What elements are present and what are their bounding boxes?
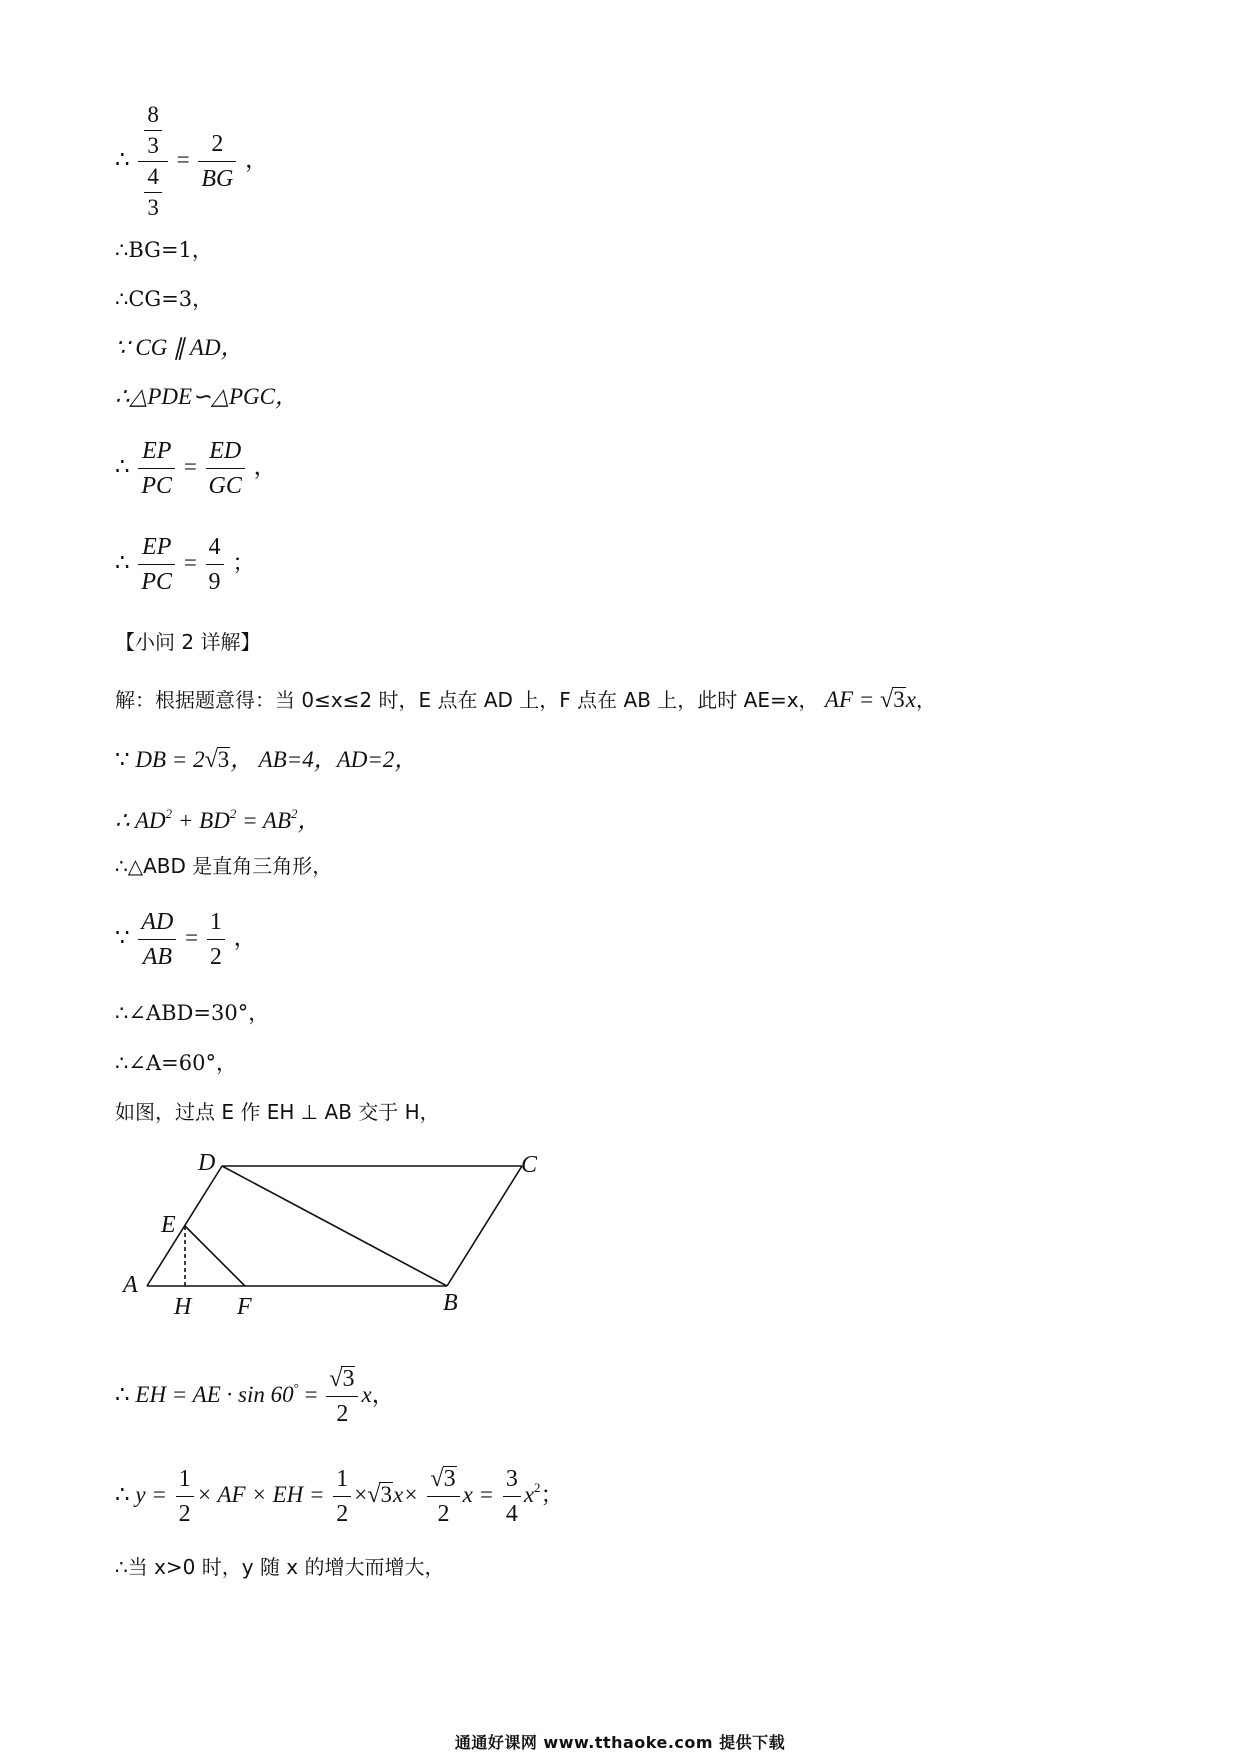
num: 4 [144, 162, 162, 193]
punct: ， [371, 1381, 395, 1407]
fraction-2-bg [198, 127, 236, 196]
den: 4 [505, 1501, 518, 1527]
bd: + BD [172, 808, 230, 833]
punct: ， [297, 808, 321, 833]
label-f: F [237, 1294, 252, 1320]
equals-sign: = [176, 146, 190, 172]
radicand: 3 [342, 1366, 355, 1392]
label-b: B [443, 1290, 458, 1316]
den: 2 [209, 944, 222, 970]
num: 2 [198, 127, 236, 162]
den: 3 [147, 133, 159, 158]
because-sign: ∵ [115, 924, 130, 950]
radicand: 3 [380, 1481, 392, 1507]
radicand: 3 [893, 687, 905, 712]
den: 2 [336, 1401, 349, 1427]
punct: ； [540, 1481, 564, 1507]
times: × [354, 1481, 368, 1507]
label-d: D [198, 1150, 216, 1176]
line-6 [115, 434, 277, 503]
degree: ° [293, 1379, 299, 1395]
den: AB [142, 944, 173, 970]
den: BG [201, 166, 234, 192]
var-x: x [361, 1381, 372, 1407]
segment-ef [185, 1226, 245, 1286]
line-12 [115, 905, 257, 974]
fraction-ep-pc [138, 530, 175, 599]
den: 9 [208, 569, 221, 595]
num: EP [138, 434, 175, 469]
nested-fraction [138, 100, 168, 223]
radicand: 3 [217, 747, 230, 772]
frac-8-3 [144, 100, 162, 161]
expr: EH = AE · sin 60 [135, 1381, 294, 1407]
fraction-4-9 [206, 530, 224, 599]
punct: ， [245, 146, 269, 172]
line-15: 如图，过点 E 作 EH ⊥ AB 交于 H， [115, 1100, 440, 1124]
therefore-sign: ∴ [115, 146, 130, 172]
tail: ， AB=4，AD=2， [230, 747, 418, 772]
num: AD [138, 905, 176, 940]
exp: 2 [534, 1479, 541, 1495]
ad: AD [134, 808, 166, 833]
fraction-1-2 [207, 905, 225, 974]
line-14: ∴∠A=60°， [115, 1051, 237, 1075]
den: 2 [178, 1501, 191, 1527]
var-x: x [905, 687, 916, 712]
equals-sign: = [183, 453, 197, 479]
therefore-sign: ∴ [115, 453, 130, 479]
radicand: 3 [443, 1466, 456, 1492]
label-c: C [521, 1152, 538, 1178]
section-heading: 【小问 2 详解】 [115, 630, 261, 654]
nested-denominator [138, 162, 168, 223]
num: 1 [207, 905, 225, 940]
line-3: ∴CG=3， [115, 287, 214, 311]
num [427, 1462, 459, 1497]
punct: ； [232, 549, 256, 575]
num: 8 [144, 100, 162, 131]
num: ED [206, 434, 245, 469]
num: 1 [176, 1462, 194, 1497]
line-18: ∴当 x>0 时，y 随 x 的增大而增大， [115, 1555, 445, 1579]
exp: 2 [291, 806, 298, 821]
fraction-sqrt3-2 [326, 1362, 358, 1431]
line-9 [115, 746, 417, 774]
equals-sign: = [185, 924, 199, 950]
punct: ， [233, 924, 257, 950]
because-sign: ∵ [115, 747, 136, 772]
db-expr: DB = 2 [135, 747, 205, 772]
line-8 [115, 686, 936, 714]
sqrt-sign: √ [329, 1366, 343, 1392]
den: PC [141, 569, 173, 595]
num: EP [138, 530, 175, 565]
mid: × AF × EH = [196, 1481, 331, 1507]
num: 1 [333, 1462, 351, 1497]
equals: = [298, 1381, 324, 1407]
line-13: ∴∠ABD=30°， [115, 1001, 270, 1025]
fraction-ad-ab [138, 905, 176, 974]
y-eq: y = [135, 1481, 173, 1507]
label-e: E [161, 1212, 176, 1238]
parallelogram-diagram [115, 1148, 555, 1328]
equals-sign: = [183, 549, 197, 575]
fraction-half-1 [176, 1462, 194, 1531]
den: 3 [147, 195, 159, 220]
fraction-3-4 [503, 1462, 521, 1531]
footer-credit: 通通好课网 www.tthaoke.com 提供下载 [454, 1733, 786, 1752]
punct: ， [253, 453, 277, 479]
ab: = AB [236, 808, 292, 833]
fraction-ed-gc [206, 434, 245, 503]
line-11: ∴△ABD 是直角三角形， [115, 854, 333, 878]
sqrt-sign: √ [367, 1481, 381, 1508]
diagonal-db [222, 1166, 447, 1286]
den: 2 [437, 1501, 450, 1527]
fraction-half-2 [333, 1462, 351, 1531]
exp: 2 [229, 806, 237, 821]
den: 2 [336, 1501, 349, 1527]
line-17 [115, 1462, 564, 1531]
fraction-sqrt3-2 [427, 1462, 459, 1531]
var-x: x [523, 1481, 535, 1507]
line-1 [115, 100, 268, 223]
label-a: A [123, 1272, 138, 1298]
therefore-sign: ∴ [115, 1381, 136, 1407]
sqrt-sign: √ [204, 747, 218, 773]
therefore-sign: ∴ [115, 549, 130, 575]
num [326, 1362, 358, 1397]
sqrt-sign: √ [880, 687, 894, 713]
fraction-ep-pc [138, 434, 175, 503]
therefore-sign: ∴ [115, 1481, 136, 1507]
label-h: H [174, 1294, 192, 1320]
edge-bc [447, 1166, 522, 1286]
sqrt-sign: √ [430, 1466, 444, 1492]
line-5: ∴△PDE∽△PGC， [115, 384, 298, 409]
text: 解：根据题意得：当 0≤x≤2 时，E 点在 AD 上，F 点在 AB 上，此时 AE=x， [115, 688, 819, 712]
den: PC [141, 473, 173, 499]
line-2: ∴BG=1， [115, 238, 213, 262]
line-4: ∵ CG ∥ AD， [115, 335, 244, 360]
frac-4-3 [144, 162, 162, 223]
nested-numerator [138, 100, 168, 162]
line-16 [115, 1362, 395, 1431]
therefore-sign: ∴ [115, 808, 135, 833]
x-times: x× [392, 1481, 419, 1507]
num: 4 [206, 530, 224, 565]
num: 3 [503, 1462, 521, 1497]
punct: ， [915, 688, 936, 712]
line-10 [115, 800, 321, 835]
den: GC [208, 473, 242, 499]
exp: 2 [165, 806, 173, 821]
x-eq: x = [462, 1481, 500, 1507]
line-7 [115, 530, 255, 599]
af-label: AF = [824, 687, 881, 712]
